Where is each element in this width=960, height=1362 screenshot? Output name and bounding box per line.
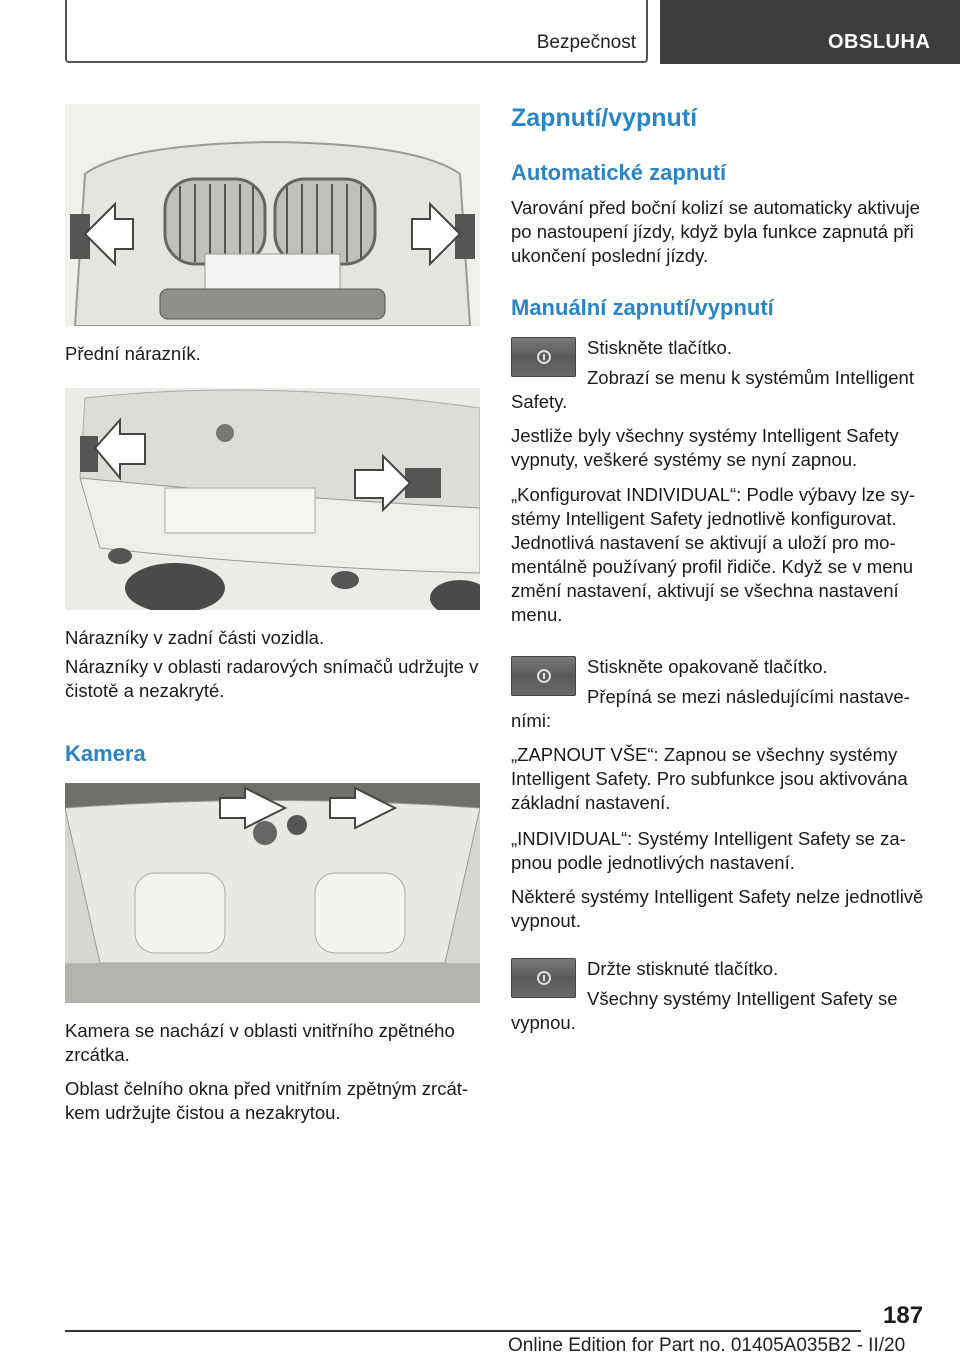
rear-bumper-image: [65, 388, 480, 610]
front-bumper-caption: Přední nárazník.: [65, 343, 201, 364]
paragraph-individual: „INDIVIDUAL“: Systémy Intelligent Safety se zapnou podle jednotlivých nastavení.: [511, 828, 906, 873]
footer-edition: Online Edition for Part no. 01405A035B2 - II/20: [508, 1335, 906, 1356]
camera-paragraph-1: Kamera se nachází v oblasti vnitřního zpětného zrcátka.: [65, 1020, 455, 1065]
step2-result: Přepíná se mezi následujícími nastaveními:: [511, 686, 910, 731]
step3-result: Všechny systémy Intelligent Safety se vypnou.: [511, 988, 898, 1033]
front-bumper-image: [65, 104, 480, 326]
camera-image: [65, 783, 480, 1003]
paragraph-all-off: Jestliže byly všechny systémy Intelligent Safety vypnuty, veškeré systémy se nyní zapnou.: [511, 425, 899, 470]
step1-line: Stiskněte tlačítko.: [587, 337, 732, 358]
page-number: 187: [883, 1302, 924, 1329]
step2-line: Stiskněte opakovaně tlačítko.: [587, 656, 828, 677]
step3-line: Držte stisknuté tlačítko.: [587, 958, 779, 979]
chapter-tab: [660, 0, 960, 64]
paragraph-konfigurovat: „Konfigurovat INDIVIDUAL“: Podle výbavy lze systémy Intelligent Safety jednotlivě konfigurovat. Jednotlivá nastavení se aktivují a uloží pro momentálně používaný profil řidiče. Když se v menu změní nastavení, aktivují se všechna nastavení menu.: [511, 484, 916, 625]
heading-manualni: Manuální zapnutí/vypnutí: [511, 295, 774, 320]
footer-rule: [65, 1330, 861, 1332]
heading-kamera: Kamera: [65, 741, 146, 766]
heading-automaticke: Automatické zapnutí: [511, 160, 727, 185]
step1-result: Zobrazí se menu k systémům Intelligent Safety.: [511, 367, 914, 412]
camera-paragraph-2: Oblast čelního okna před vnitřním zpětným zrcátkem udržujte čistou a nezakrytou.: [65, 1078, 469, 1123]
rear-bumper-caption: Nárazníky v zadní části vozidla.: [65, 627, 325, 648]
auto-paragraph: Varování před boční kolizí se automaticky aktivuje po nastoupení jízdy, když byla funkce zapnutá při ukončení poslední jízdy.: [511, 197, 920, 266]
paragraph-nelze: Některé systémy Intelligent Safety nelze jednotlivě vypnout.: [511, 886, 924, 931]
heading-zapnuti-vypnuti: Zapnutí/vypnutí: [511, 104, 698, 132]
section-title: Bezpečnost: [536, 32, 636, 53]
chapter-tab-label: OBSLUHA: [828, 31, 931, 53]
paragraph-zapnout-vse: „ZAPNOUT VŠE“: Zapnou se všechny systémy Intelligent Safety. Pro subfunkce jsou aktivována základní nastavení.: [511, 744, 908, 813]
bumper-paragraph: Nárazníky v oblasti radarových snímačů udržujte v čistotě a nezakryté.: [65, 656, 479, 701]
